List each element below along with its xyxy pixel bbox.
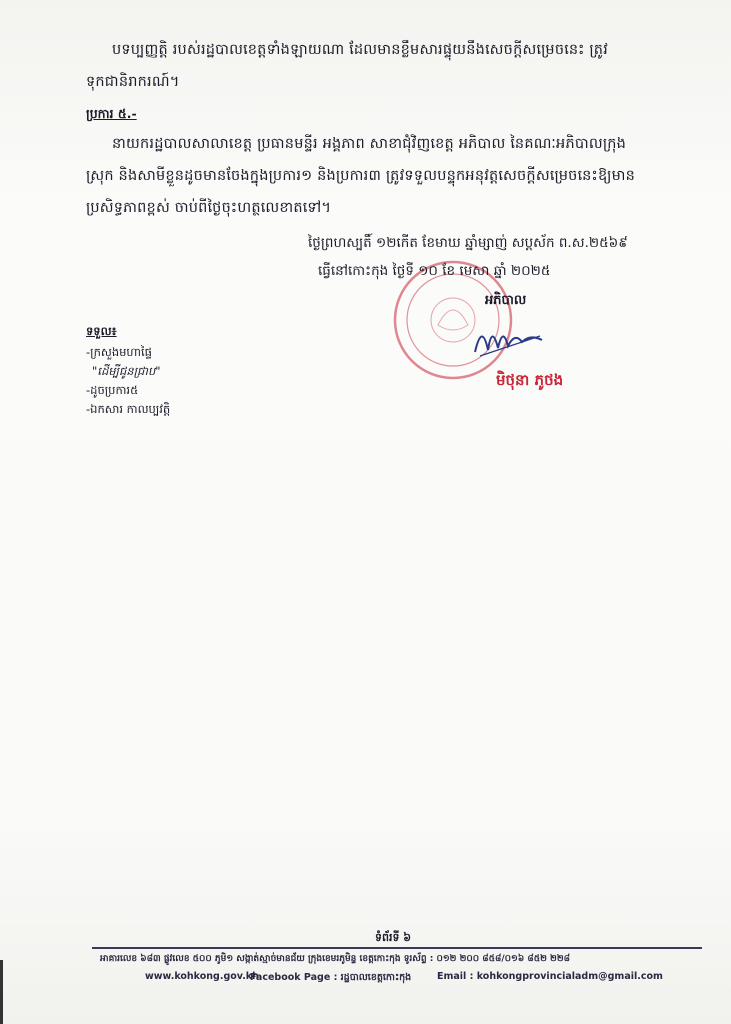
lunar-date: ថ្ងៃព្រហស្បតិ៍ ១២កើត ខែមាឃ ឆ្នាំម្សាញ់ សប្តស័ក ព.ស.២៥៦៩ bbox=[308, 235, 628, 251]
article-line-1: នាយករដ្ឋបាលសាលាខេត្ត ប្រធានមន្ទីរ អង្គភាព សាខាជុំវិញខេត្ត អភិបាល នៃគណៈអភិបាលក្រុង bbox=[112, 136, 627, 152]
recipient-item: -ឯកសារ កាលប្បវត្តិ bbox=[86, 402, 171, 416]
signatory-title: អភិបាល bbox=[485, 293, 527, 308]
footer-email: Email : kohkongprovincialadm@gmail.com bbox=[437, 971, 663, 982]
paragraph-1-line-2: ទុកជានិរាករណ៍។ bbox=[86, 74, 180, 90]
page-number: ទំព័រទី ៦ bbox=[375, 931, 412, 944]
footer-facebook: Facebook Page : រដ្ឋបាលខេត្តកោះកុង bbox=[250, 972, 412, 983]
recipient-item: "ដើម្បីជូនជ្រាប" bbox=[92, 364, 161, 378]
paragraph-1-line-1: បទប្បញ្ញត្តិ របស់រដ្ឋបាលខេត្តទាំងឡាយណា ដែលមានខ្លឹមសារផ្ទុយនឹងសេចក្តីសម្រេចនេះ ត្រូវ bbox=[112, 42, 608, 58]
solar-date: ធ្វើនៅកោះកុង ថ្ងៃទី ១០ ខែ មេសា ឆ្នាំ ២០២៥ bbox=[318, 263, 551, 279]
signature-image bbox=[470, 312, 550, 362]
article-line-2: ស្រុក និងសាមីខ្លួនដូចមានចែងក្នុងប្រការ១ និងប្រការ៣ ត្រូវទទួលបន្ទុកអនុវត្តសេចក្តីសម្រេចនេះឱ្យមាន bbox=[86, 168, 636, 184]
recipient-item: -ដូចប្រការ៥ bbox=[86, 383, 139, 397]
article-line-3: ប្រសិទ្ធភាពខ្ពស់ ចាប់ពីថ្ងៃចុះហត្ថលេខាតទៅ។ bbox=[86, 200, 332, 216]
article-title: ប្រការ ៥.- bbox=[86, 106, 137, 121]
recipient-item: -ក្រសួងមហាផ្ទៃ bbox=[86, 345, 152, 359]
footer-website: www.kohkong.gov.kh bbox=[145, 971, 259, 982]
recipients-heading: ទទួល៖ bbox=[86, 324, 117, 338]
signatory-name: មិថុនា ភូថង bbox=[496, 371, 564, 389]
footer-address: អាគារលេខ ៦៨៣ ផ្លូវលេខ ៥០០ ភូមិ១ សង្កាត់ស្មាច់មានជ័យ ក្រុងខេមរភូមិន្ទ ខេត្តកោះកុង ទូរស័ព្ទ : ០១២ ២០០ ៨៥៨/០១៦ ៨៥២ ២២៨ bbox=[100, 954, 571, 964]
scan-edge-shadow bbox=[0, 960, 3, 1024]
footer-divider bbox=[92, 947, 702, 949]
